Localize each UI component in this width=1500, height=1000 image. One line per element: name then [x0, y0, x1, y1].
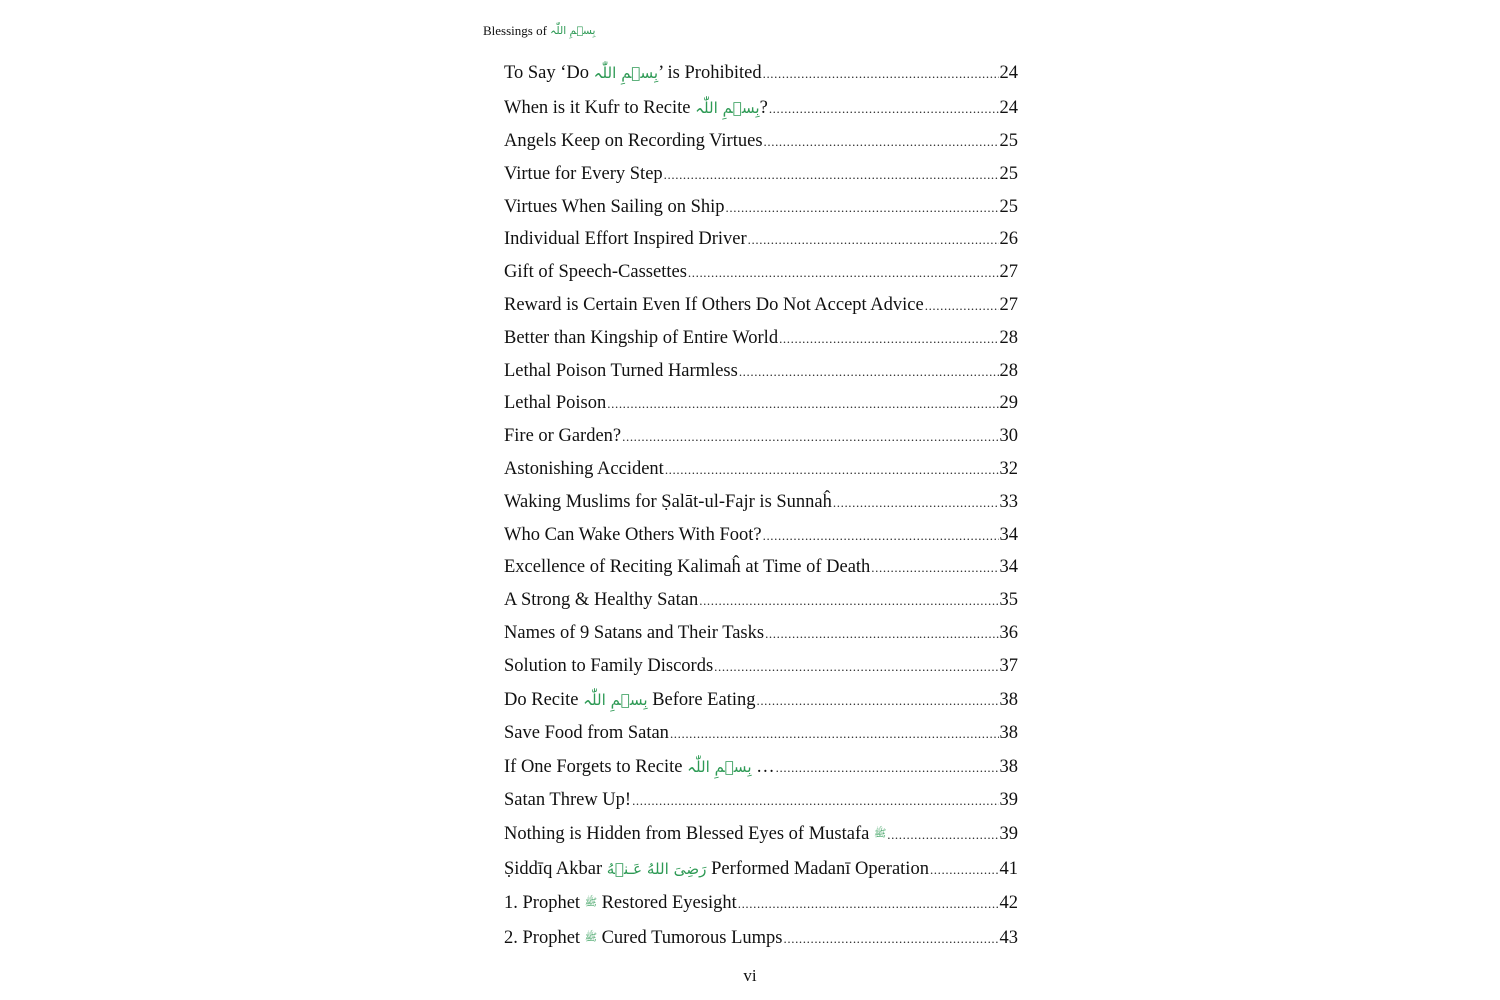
toc-title [504, 519, 762, 552]
toc-title [504, 158, 663, 191]
toc-page-number: 27 [999, 294, 1018, 315]
dot-leader [738, 887, 999, 921]
toc-entry[interactable] [504, 717, 1018, 750]
toc-entry[interactable] [504, 289, 1018, 322]
toc-title-text: When is it Kufr to Recite [504, 97, 696, 118]
toc-page-number: 41 [999, 858, 1018, 879]
toc-title-text: Virtues When Sailing on Ship [504, 196, 725, 217]
toc-title [504, 921, 783, 956]
toc-title-text-after: Cured Tumorous Lumps [596, 927, 783, 948]
toc-title [504, 617, 764, 650]
toc-title [504, 584, 698, 617]
toc-page-number: 42 [999, 893, 1018, 914]
dot-leader [739, 356, 999, 388]
dot-leader [925, 290, 999, 322]
toc-title-text: Angels Keep on Recording Virtues [504, 131, 763, 151]
toc-title [504, 852, 929, 887]
toc-entry[interactable] [504, 683, 1018, 718]
dot-leader [776, 751, 999, 785]
toc-title-text: Lethal Poison Turned Harmless [504, 360, 738, 381]
toc-page-number: 36 [999, 622, 1018, 643]
toc-title-text-after: … [751, 756, 775, 777]
toc-title-text: 2. Prophet [504, 927, 585, 948]
toc-title-text-after: Restored Eyesight [596, 893, 737, 914]
toc-entry[interactable] [504, 486, 1018, 519]
toc-title-text: Excellence of Reciting Kalimaĥ at Time of Death [504, 557, 871, 578]
toc-title-text: A Strong & Healthy Satan [504, 590, 699, 611]
toc-page-number: 24 [999, 63, 1018, 83]
toc-title [504, 750, 775, 785]
dot-leader [607, 388, 998, 420]
toc-title-text: Save Food from Satan [504, 723, 669, 744]
toc-title [504, 256, 687, 289]
toc-entry[interactable] [504, 158, 1018, 191]
running-head [483, 20, 596, 41]
toc-entry[interactable] [504, 387, 1018, 420]
toc-title-text-after: Before Eating [647, 689, 756, 710]
toc-page-number: 25 [999, 196, 1018, 217]
toc-title [504, 551, 870, 584]
toc-title [504, 91, 768, 126]
dot-leader [763, 57, 999, 91]
toc-page-number: 39 [999, 790, 1018, 811]
toc-title [504, 387, 606, 420]
toc-entry[interactable] [504, 355, 1018, 388]
toc-page-number: 28 [999, 327, 1018, 348]
toc-title [504, 420, 621, 453]
toc-title-text: Do Recite [504, 689, 584, 710]
toc-page-number: 25 [999, 163, 1018, 184]
toc-title-honorific: ﷺ [584, 932, 597, 944]
dot-leader [764, 126, 999, 158]
toc-title-text: Better than Kingship of Entire World [504, 327, 779, 348]
dot-leader [756, 684, 998, 718]
dot-leader [887, 818, 998, 852]
toc-title-text: Nothing is Hidden from Blessed Eyes of Mustafa [504, 824, 874, 845]
toc-title [504, 784, 631, 817]
toc-title-text: 1. Prophet [504, 893, 585, 914]
dot-leader [769, 92, 999, 126]
toc-page-number: 32 [999, 458, 1018, 479]
dot-leader [726, 192, 999, 224]
toc-title [504, 453, 664, 486]
toc-page-number: 37 [999, 655, 1018, 676]
toc-entry[interactable] [504, 125, 1018, 158]
toc-entry[interactable] [504, 886, 1018, 921]
toc-entry[interactable] [504, 56, 1018, 91]
toc-entry[interactable] [504, 551, 1018, 584]
toc-title-text: Names of 9 Satans and Their Tasks [504, 622, 765, 643]
dot-leader [688, 257, 999, 289]
toc-entry[interactable] [504, 322, 1018, 355]
toc-title [504, 125, 763, 158]
toc-page-number: 30 [999, 426, 1018, 447]
toc-page-number: 34 [999, 557, 1018, 578]
toc-title [504, 817, 886, 852]
toc-entry[interactable] [504, 650, 1018, 683]
toc-entry[interactable] [504, 750, 1018, 785]
toc-entry[interactable] [504, 191, 1018, 224]
toc-page-number: 24 [999, 97, 1018, 118]
toc-title [504, 223, 747, 256]
toc-entry[interactable] [504, 91, 1018, 126]
toc-page-number: 34 [999, 524, 1018, 545]
toc-title [504, 486, 832, 519]
toc-title [504, 191, 725, 224]
toc-page-number: 33 [999, 491, 1018, 512]
toc-title [504, 56, 762, 91]
toc-entry[interactable] [504, 256, 1018, 289]
toc-title-arabic: رَضِیَ اللهُ عَـنۡهُ [606, 859, 707, 878]
toc-title-text: Gift of Speech-Cassettes [504, 262, 687, 283]
toc-title-arabic: بِسۡمِ اللّٰہ [583, 690, 648, 709]
dot-leader [930, 853, 999, 887]
toc-title-text: Astonishing Accident [504, 458, 664, 479]
toc-entry[interactable] [504, 223, 1018, 256]
toc-title-text: Lethal Poison [504, 393, 607, 414]
dot-leader [748, 224, 999, 256]
dot-leader [622, 421, 998, 453]
toc-page-number: 38 [999, 756, 1018, 777]
dot-leader [665, 454, 999, 486]
toc-page-number: 29 [999, 393, 1018, 414]
toc-title-text: If One Forgets to Recite [504, 756, 688, 777]
toc-title [504, 886, 737, 921]
toc-title-text: Reward is Certain Even If Others Do Not Accept Advice [504, 294, 924, 315]
toc-title-text: Virtue for Every Step [504, 163, 663, 184]
toc-entry[interactable] [504, 817, 1018, 852]
toc-title-text: Satan Threw Up! [504, 790, 632, 811]
toc-title [504, 289, 924, 322]
toc-title-honorific: ﷺ [873, 828, 887, 840]
toc-entry[interactable] [504, 784, 1018, 817]
toc-page-number: 38 [999, 689, 1018, 710]
toc-page-number: 39 [999, 824, 1018, 845]
toc-title-text: Solution to Family Discords [504, 655, 714, 676]
toc-title-text-after: ’ is Prohibited [658, 63, 762, 83]
toc-entry[interactable] [504, 453, 1018, 486]
toc-title [504, 717, 669, 750]
toc-title-arabic: بِسۡمِ اللّٰہ [695, 98, 760, 117]
dot-leader [699, 585, 998, 617]
toc-title-text-after: ? [759, 97, 768, 118]
running-head-title: Blessings of [483, 23, 547, 39]
dot-leader [784, 922, 999, 956]
dot-leader [871, 552, 998, 584]
toc-title-text: To Say ‘Do [504, 63, 594, 83]
toc-title-text: Individual Effort Inspired Driver [504, 229, 747, 250]
toc-page-number: 26 [999, 229, 1018, 250]
toc-title-text: Fire or Garden? [504, 426, 622, 447]
toc-title-text-after: Performed Madanī Operation [706, 858, 929, 879]
toc-entry[interactable] [504, 921, 1018, 956]
dot-leader [763, 520, 999, 552]
toc-title-arabic: بِسۡمِ اللّٰہ [593, 64, 659, 82]
toc-page-number: 25 [999, 131, 1018, 151]
toc-page-number: 38 [999, 723, 1018, 744]
dot-leader [670, 718, 999, 750]
toc-title [504, 322, 778, 355]
toc-entry[interactable] [504, 852, 1018, 887]
toc-title-text: Who Can Wake Others With Foot? [504, 524, 762, 545]
dot-leader [714, 651, 998, 683]
toc-title [504, 355, 738, 388]
toc-page-number: 43 [999, 927, 1018, 948]
toc-title [504, 683, 755, 718]
toc-page-number: 35 [999, 590, 1018, 611]
dot-leader [833, 487, 999, 519]
page-number: vi [743, 966, 757, 985]
toc-title [504, 650, 713, 683]
toc-entry[interactable] [504, 617, 1018, 650]
running-head-arabic: بِسۡمِ اللّٰہ [550, 24, 596, 37]
toc-entry[interactable] [504, 584, 1018, 617]
dot-leader [765, 618, 998, 650]
table-of-contents [504, 56, 1018, 955]
dot-leader [632, 785, 998, 817]
toc-entry[interactable] [504, 519, 1018, 552]
toc-title-arabic: بِسۡمِ اللّٰہ [687, 757, 752, 776]
dot-leader [664, 159, 999, 191]
toc-title-text: Ṣiddīq Akbar [504, 858, 607, 879]
toc-entry[interactable] [504, 420, 1018, 453]
toc-title-honorific: ﷺ [584, 897, 597, 909]
dot-leader [779, 323, 998, 355]
toc-page-number: 27 [999, 262, 1018, 283]
toc-title-text: Waking Muslims for Ṣalāt-ul-Fajr is Sunnaĥ [504, 491, 832, 512]
toc-page-number: 28 [999, 360, 1018, 381]
